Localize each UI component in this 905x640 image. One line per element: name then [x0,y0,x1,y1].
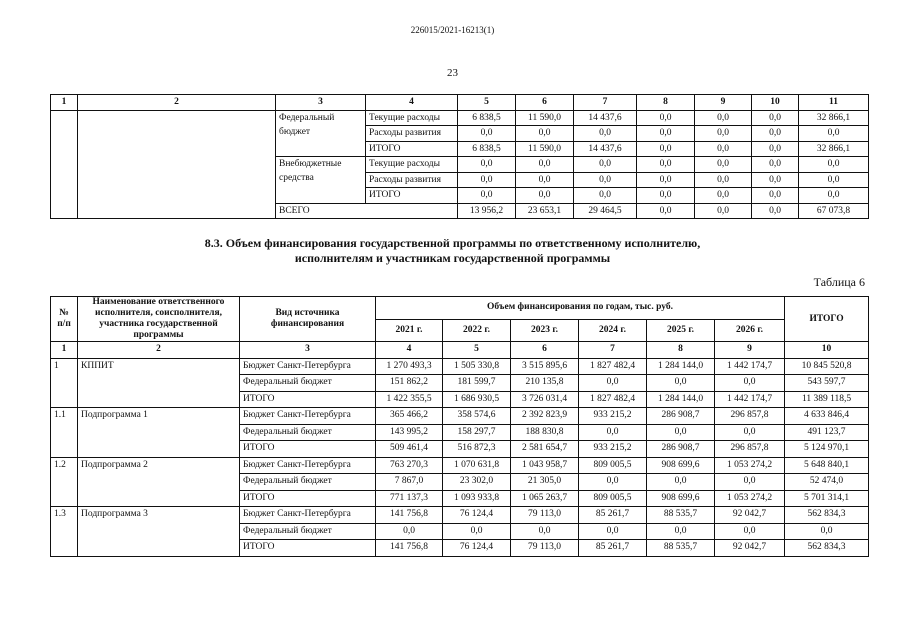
value-cell: 0,0 [579,523,647,540]
column-number: 3 [276,95,366,111]
value-cell: 0,0 [695,141,752,157]
header-year: 2026 г. [715,319,785,342]
funding-source: ИТОГО [240,490,376,507]
value-cell: 143 995,2 [376,424,443,441]
value-cell: 1 053 274,2 [715,457,785,474]
value-cell: 933 215,2 [579,441,647,458]
value-cell: 5 648 840,1 [785,457,869,474]
participant-name: КППИТ [78,358,240,408]
value-cell: 809 005,5 [579,457,647,474]
column-number: 5 [443,342,511,359]
value-cell: 188 830,8 [511,424,579,441]
value-cell: 908 699,6 [647,490,715,507]
column-number: 11 [799,95,869,111]
value-cell: 0,0 [458,157,516,173]
column-number: 1 [51,95,78,111]
row-number: 1.2 [51,457,78,507]
value-cell: 1 827 482,4 [579,391,647,408]
value-cell: 1 827 482,4 [579,358,647,375]
header-total: ИТОГО [785,297,869,342]
value-cell: 3 726 031,4 [511,391,579,408]
column-number: 6 [511,342,579,359]
header-year: 2024 г. [579,319,647,342]
value-cell: 516 872,3 [443,441,511,458]
value-cell: 296 857,8 [715,408,785,425]
empty-cell [78,110,276,219]
value-cell: 85 261,7 [579,540,647,557]
value-cell: 0,0 [516,172,574,188]
column-number: 5 [458,95,516,111]
funding-source: Федеральный бюджет [240,424,376,441]
value-cell: 7 867,0 [376,474,443,491]
column-number: 3 [240,342,376,359]
column-number: 6 [516,95,574,111]
funding-source: Федеральный бюджет [240,474,376,491]
participant-name: Подпрограмма 3 [78,507,240,557]
value-cell: 1 270 493,3 [376,358,443,375]
column-number: 2 [78,342,240,359]
value-cell: 562 834,3 [785,507,869,524]
value-cell: 32 866,1 [799,110,869,126]
value-cell: 5 124 970,1 [785,441,869,458]
value-cell: 543 597,7 [785,375,869,392]
column-number: 7 [579,342,647,359]
value-cell: 809 005,5 [579,490,647,507]
funding-source: Бюджет Санкт-Петербурга [240,507,376,524]
value-cell: 0,0 [579,424,647,441]
header-year: 2025 г. [647,319,715,342]
empty-cell [51,110,78,219]
value-cell: 0,0 [516,157,574,173]
value-cell: 76 124,4 [443,540,511,557]
column-number: 9 [695,95,752,111]
table-row [51,358,869,375]
value-cell: 0,0 [715,424,785,441]
funding-source: ИТОГО [240,540,376,557]
expense-type: Расходы развития [366,126,458,142]
column-number: 10 [752,95,799,111]
column-number: 8 [647,342,715,359]
header-source: Вид источника финансирования [240,297,376,342]
column-number: 4 [376,342,443,359]
value-cell: 296 857,8 [715,441,785,458]
value-cell: 79 113,0 [511,507,579,524]
header-name: Наименование ответственного исполнителя, соисполнителя, участника государственной программы [78,297,240,342]
row-number: 1.1 [51,408,78,458]
value-cell: 0,0 [752,188,799,204]
row-number: 1 [51,358,78,408]
value-cell: 0,0 [647,474,715,491]
financing-table [50,296,869,557]
value-cell: 0,0 [715,523,785,540]
value-cell: 286 908,7 [647,441,715,458]
funding-source: Федеральный бюджет [240,523,376,540]
value-cell: 0,0 [785,523,869,540]
value-cell: 0,0 [715,474,785,491]
table-top-continuation [50,94,869,219]
value-cell: 92 042,7 [715,540,785,557]
value-cell: 0,0 [579,474,647,491]
value-cell: 0,0 [799,188,869,204]
value-cell: 88 535,7 [647,507,715,524]
page-number: 23 [447,67,458,79]
value-cell: 85 261,7 [579,507,647,524]
value-cell: 0,0 [695,203,752,219]
expense-type: Текущие расходы [366,110,458,126]
header-year: 2023 г. [511,319,579,342]
value-cell: 908 699,6 [647,457,715,474]
value-cell: 0,0 [574,188,637,204]
value-cell: 0,0 [579,375,647,392]
value-cell: 0,0 [516,126,574,142]
value-cell: 3 515 895,6 [511,358,579,375]
funding-source: ИТОГО [240,391,376,408]
expense-type: ИТОГО [366,188,458,204]
value-cell: 0,0 [637,172,695,188]
value-cell: 0,0 [637,188,695,204]
value-cell: 933 215,2 [579,408,647,425]
document-id: 226015/2021-16213(1) [410,25,495,35]
value-cell: 0,0 [752,126,799,142]
section-title-line1: 8.3. Объем финансирования государственной программы по ответственному исполнителю, [204,236,701,250]
value-cell: 286 908,7 [647,408,715,425]
header-year: 2021 г. [376,319,443,342]
value-cell: 0,0 [752,141,799,157]
column-number: 2 [78,95,276,111]
value-cell: 14 437,6 [574,110,637,126]
value-cell: 2 581 654,7 [511,441,579,458]
participant-name: Подпрограмма 2 [78,457,240,507]
value-cell: 0,0 [637,157,695,173]
value-cell: 0,0 [752,157,799,173]
column-numbers-row [51,342,869,359]
value-cell: 14 437,6 [574,141,637,157]
funding-source: Федеральный бюджет [240,375,376,392]
value-cell: 0,0 [752,203,799,219]
column-number: 7 [574,95,637,111]
value-cell: 0,0 [752,110,799,126]
value-cell: 6 838,5 [458,141,516,157]
value-cell: 52 474,0 [785,474,869,491]
funding-source: Бюджет Санкт-Петербурга [240,408,376,425]
value-cell: 2 392 823,9 [511,408,579,425]
value-cell: 0,0 [695,110,752,126]
value-cell: 0,0 [752,172,799,188]
value-cell: 0,0 [376,523,443,540]
value-cell: 29 464,5 [574,203,637,219]
table-row [51,457,869,474]
value-cell: 771 137,3 [376,490,443,507]
value-cell: 1 686 930,5 [443,391,511,408]
value-cell: 10 845 520,8 [785,358,869,375]
value-cell: 1 043 958,7 [511,457,579,474]
value-cell: 1 422 355,5 [376,391,443,408]
section-title [60,236,845,266]
participant-name: Подпрограмма 1 [78,408,240,458]
section-title-line2: исполнителям и участникам государственной программы [294,251,611,265]
column-number: 4 [366,95,458,111]
value-cell: 0,0 [574,172,637,188]
value-cell: 0,0 [695,188,752,204]
value-cell: 1 505 330,8 [443,358,511,375]
column-number: 1 [51,342,78,359]
funding-source: Бюджет Санкт-Петербурга [240,358,376,375]
value-cell: 0,0 [458,188,516,204]
value-cell: 141 756,8 [376,540,443,557]
value-cell: 0,0 [647,424,715,441]
expense-type: ИТОГО [366,141,458,157]
value-cell: 0,0 [574,157,637,173]
value-cell: 0,0 [458,126,516,142]
value-cell: 0,0 [574,126,637,142]
value-cell: 0,0 [799,172,869,188]
value-cell: 11 389 118,5 [785,391,869,408]
value-cell: 21 305,0 [511,474,579,491]
funding-source: Бюджет Санкт-Петербурга [240,457,376,474]
value-cell: 76 124,4 [443,507,511,524]
value-cell: 1 070 631,8 [443,457,511,474]
value-cell: 6 838,5 [458,110,516,126]
value-cell: 0,0 [637,203,695,219]
value-cell: 0,0 [647,523,715,540]
value-cell: 4 633 846,4 [785,408,869,425]
value-cell: 151 862,2 [376,375,443,392]
header-num: № п/п [51,297,78,342]
value-cell: 5 701 314,1 [785,490,869,507]
value-cell: 562 834,3 [785,540,869,557]
value-cell: 11 590,0 [516,110,574,126]
value-cell: 0,0 [637,110,695,126]
value-cell: 0,0 [799,157,869,173]
value-cell: 0,0 [715,375,785,392]
column-number: 9 [715,342,785,359]
expense-type: Текущие расходы [366,157,458,173]
value-cell: 0,0 [637,126,695,142]
value-cell: 1 284 144,0 [647,358,715,375]
value-cell: 32 866,1 [799,141,869,157]
value-cell: 11 590,0 [516,141,574,157]
table-row [51,507,869,524]
value-cell: 0,0 [799,126,869,142]
value-cell: 141 756,8 [376,507,443,524]
table-row [51,110,869,126]
table-label: Таблица 6 [813,275,865,289]
total-label: ВСЕГО [276,203,458,219]
value-cell: 181 599,7 [443,375,511,392]
source-cell: Федеральный бюджет [276,110,366,157]
value-cell: 1 093 933,8 [443,490,511,507]
value-cell: 92 042,7 [715,507,785,524]
value-cell: 1 065 263,7 [511,490,579,507]
value-cell: 0,0 [647,375,715,392]
value-cell: 23 302,0 [443,474,511,491]
value-cell: 491 123,7 [785,424,869,441]
value-cell: 0,0 [511,523,579,540]
value-cell: 67 073,8 [799,203,869,219]
value-cell: 23 653,1 [516,203,574,219]
value-cell: 0,0 [695,172,752,188]
value-cell: 88 535,7 [647,540,715,557]
value-cell: 0,0 [443,523,511,540]
value-cell: 1 284 144,0 [647,391,715,408]
value-cell: 365 466,2 [376,408,443,425]
value-cell: 509 461,4 [376,441,443,458]
value-cell: 13 956,2 [458,203,516,219]
value-cell: 0,0 [695,157,752,173]
value-cell: 1 053 274,2 [715,490,785,507]
value-cell: 358 574,6 [443,408,511,425]
value-cell: 210 135,8 [511,375,579,392]
value-cell: 0,0 [516,188,574,204]
row-number: 1.3 [51,507,78,557]
value-cell: 0,0 [637,141,695,157]
table-row [51,408,869,425]
value-cell: 1 442 174,7 [715,358,785,375]
column-number: 8 [637,95,695,111]
value-cell: 763 270,3 [376,457,443,474]
value-cell: 0,0 [458,172,516,188]
value-cell: 1 442 174,7 [715,391,785,408]
value-cell: 158 297,7 [443,424,511,441]
column-number: 10 [785,342,869,359]
value-cell: 79 113,0 [511,540,579,557]
source-cell: Внебюджетные средства [276,157,366,204]
expense-type: Расходы развития [366,172,458,188]
header-year: 2022 г. [443,319,511,342]
header-row [51,297,869,320]
funding-source: ИТОГО [240,441,376,458]
header-row [51,95,869,111]
header-volume: Объем финансирования по годам, тыс. руб. [376,297,785,320]
value-cell: 0,0 [695,126,752,142]
